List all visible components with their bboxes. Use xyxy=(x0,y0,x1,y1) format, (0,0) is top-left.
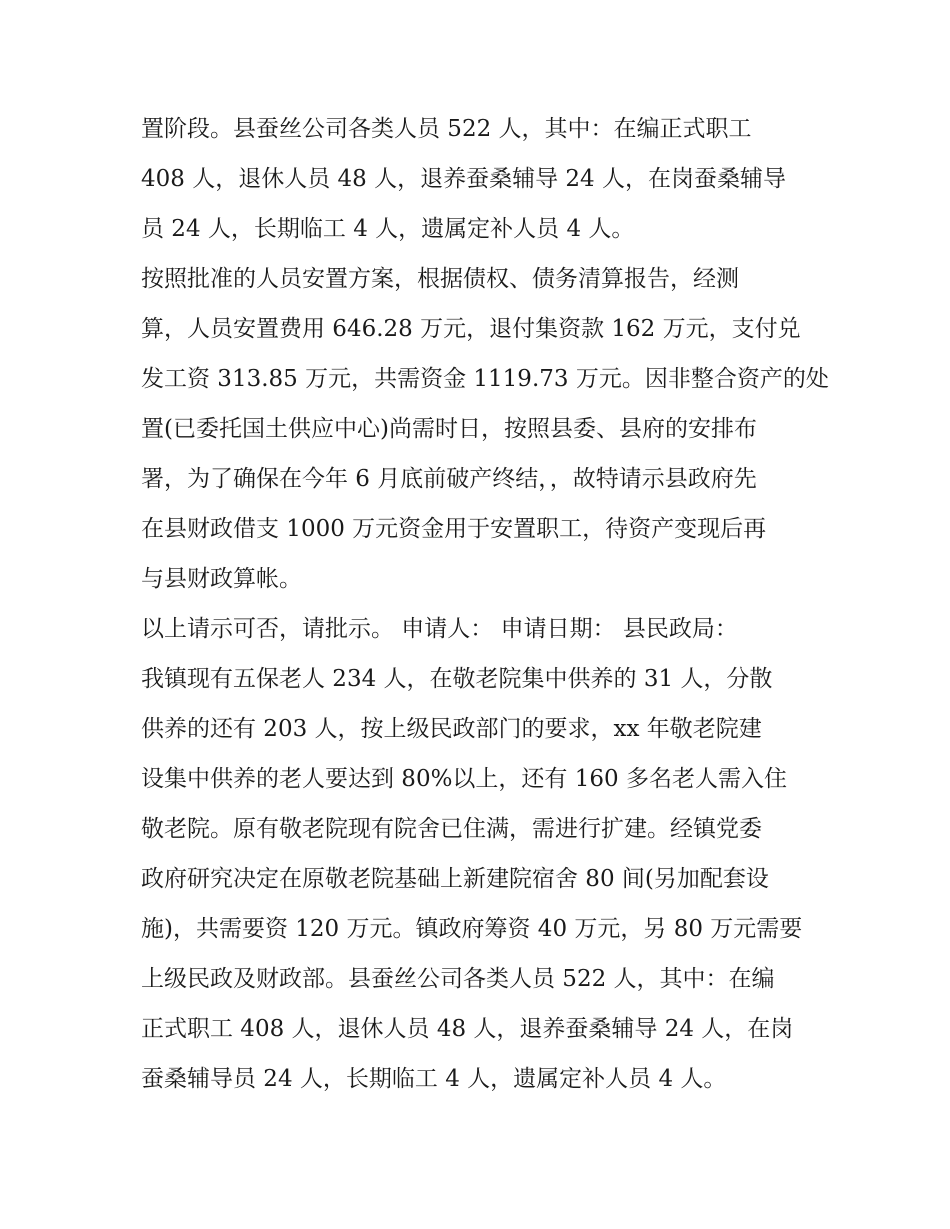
text-line: 发工资 313.85 万元，共需资金 1119.73 万元。因非整合资产的处 xyxy=(141,366,829,392)
text-line: 408 人，退休人员 48 人，退养蚕桑辅导 24 人，在岗蚕桑辅导 xyxy=(141,166,786,192)
text-line: 算，人员安置费用 646.28 万元，退付集资款 162 万元，支付兑 xyxy=(141,316,801,342)
text-line: 正式职工 408 人，退休人员 48 人，退养蚕桑辅导 24 人，在岗 xyxy=(141,1016,794,1042)
text-line: 置(已委托国土供应中心)尚需时日，按照县委、县府的安排布 xyxy=(141,416,757,442)
text-line: 我镇现有五保老人 234 人，在敬老院集中供养的 31 人，分散 xyxy=(141,666,773,692)
text-line: 署，为了确保在今年 6 月底前破产终结，，故特请示县政府先 xyxy=(141,466,757,492)
text-line: 蚕桑辅导员 24 人，长期临工 4 人，遗属定补人员 4 人。 xyxy=(141,1066,727,1092)
text-line: 供养的还有 203 人，按上级民政部门的要求，xx 年敬老院建 xyxy=(141,716,762,742)
text-line: 员 24 人，长期临工 4 人，遗属定补人员 4 人。 xyxy=(141,216,635,242)
text-line: 设集中供养的老人要达到 80%以上，还有 160 多名老人需入住 xyxy=(141,766,787,792)
text-line: 上级民政及财政部。县蚕丝公司各类人员 522 人，其中：在编 xyxy=(141,966,775,992)
text-line: 敬老院。原有敬老院现有院舍已住满，需进行扩建。经镇党委 xyxy=(141,816,762,842)
text-line: 政府研究决定在原敬老院基础上新建院宿舍 80 间(另加配套设 xyxy=(141,866,769,892)
text-line: 在县财政借支 1000 万元资金用于安置职工，待资产变现后再 xyxy=(141,516,767,542)
text-line: 施)，共需要资 120 万元。镇政府筹资 40 万元，另 80 万元需要 xyxy=(141,916,803,942)
text-line: 与县财政算帐。 xyxy=(141,566,302,592)
text-line: 按照批准的人员安置方案，根据债权、债务清算报告，经测 xyxy=(141,266,739,292)
text-line: 以上请示可否，请批示。 申请人： 申请日期： 县民政局： xyxy=(141,616,738,642)
text-line: 置阶段。县蚕丝公司各类人员 522 人，其中：在编正式职工 xyxy=(141,116,752,142)
